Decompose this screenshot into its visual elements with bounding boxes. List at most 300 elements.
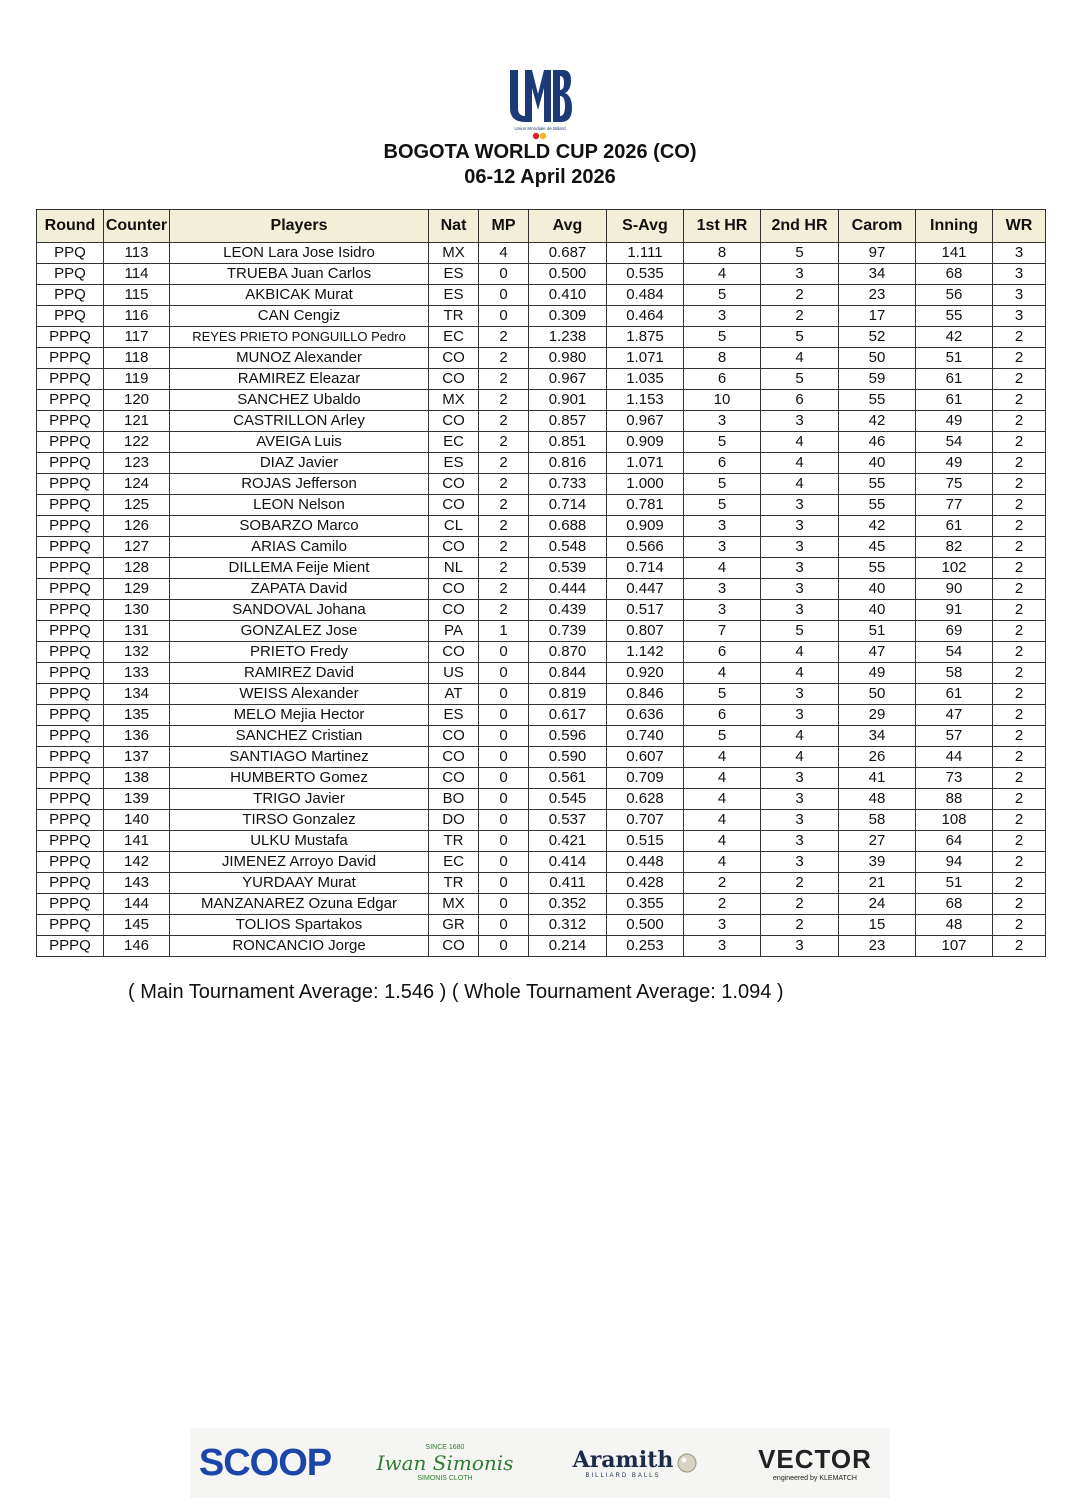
table-cell: 0.819 — [529, 684, 607, 705]
table-cell: 6 — [684, 369, 761, 390]
table-cell: 4 — [684, 768, 761, 789]
table-cell: 0.688 — [529, 516, 607, 537]
simonis-logo — [375, 1428, 515, 1498]
table-cell: 120 — [104, 390, 170, 411]
table-cell: 3 — [993, 285, 1046, 306]
table-cell: GR — [429, 915, 479, 936]
aramith-brand: Aramith — [572, 1447, 674, 1473]
table-cell: CAN Cengiz — [170, 306, 429, 327]
column-header: Avg — [529, 210, 607, 243]
column-header: Nat — [429, 210, 479, 243]
table-cell: RONCANCIO Jorge — [170, 936, 429, 957]
table-cell: AKBICAK Murat — [170, 285, 429, 306]
table-cell: 2 — [993, 810, 1046, 831]
table-cell: 3 — [761, 789, 839, 810]
table-cell: 0 — [479, 705, 529, 726]
table-cell: HUMBERTO Gomez — [170, 768, 429, 789]
table-cell: 4 — [761, 747, 839, 768]
table-cell: 125 — [104, 495, 170, 516]
table-cell: 41 — [839, 768, 916, 789]
table-cell: 0.607 — [607, 747, 684, 768]
table-cell: 2 — [993, 768, 1046, 789]
table-cell: 0 — [479, 285, 529, 306]
table-cell: DILLEMA Feije Mient — [170, 558, 429, 579]
table-cell: 2 — [684, 873, 761, 894]
table-cell: 0.439 — [529, 600, 607, 621]
table-cell: 3 — [761, 684, 839, 705]
table-cell: 123 — [104, 453, 170, 474]
vector-logo — [755, 1428, 875, 1498]
table-cell: PPQ — [37, 243, 104, 264]
table-cell: PPPQ — [37, 726, 104, 747]
table-cell: DO — [429, 810, 479, 831]
simonis-since: SINCE 1680 — [425, 1444, 465, 1451]
table-cell: SANTIAGO Martinez — [170, 747, 429, 768]
table-cell: 0.733 — [529, 474, 607, 495]
table-cell: 2 — [479, 327, 529, 348]
table-cell: 114 — [104, 264, 170, 285]
table-cell: 2 — [993, 936, 1046, 957]
table-cell: 2 — [993, 432, 1046, 453]
table-cell: 3 — [761, 558, 839, 579]
table-cell: 0.901 — [529, 390, 607, 411]
table-cell: 0.920 — [607, 663, 684, 684]
table-cell: 2 — [993, 831, 1046, 852]
table-cell: 2 — [993, 894, 1046, 915]
table-cell: 0.253 — [607, 936, 684, 957]
table-cell: PPPQ — [37, 432, 104, 453]
table-cell: 0.636 — [607, 705, 684, 726]
table-cell: 4 — [761, 642, 839, 663]
table-cell: 2 — [761, 915, 839, 936]
table-cell: 0 — [479, 768, 529, 789]
table-cell: 3 — [761, 600, 839, 621]
table-cell: 1.111 — [607, 243, 684, 264]
table-cell: 4 — [761, 474, 839, 495]
table-cell: YURDAAY Murat — [170, 873, 429, 894]
table-cell: 91 — [916, 600, 993, 621]
table-cell: 2 — [993, 684, 1046, 705]
table-row — [37, 936, 1046, 957]
table-cell: 121 — [104, 411, 170, 432]
table-cell: 2 — [993, 348, 1046, 369]
table-cell: CO — [429, 747, 479, 768]
table-cell: 0.816 — [529, 453, 607, 474]
table-cell: 57 — [916, 726, 993, 747]
table-row — [37, 432, 1046, 453]
table-cell: 48 — [839, 789, 916, 810]
table-cell: 113 — [104, 243, 170, 264]
table-cell: 2 — [761, 306, 839, 327]
table-cell: 2 — [993, 558, 1046, 579]
table-row — [37, 264, 1046, 285]
table-row — [37, 705, 1046, 726]
table-cell: 141 — [916, 243, 993, 264]
table-cell: 0 — [479, 747, 529, 768]
table-cell: 128 — [104, 558, 170, 579]
table-cell: 107 — [916, 936, 993, 957]
table-cell: 0.967 — [529, 369, 607, 390]
table-cell: 0.355 — [607, 894, 684, 915]
table-cell: 2 — [479, 474, 529, 495]
table-cell: 15 — [839, 915, 916, 936]
table-row — [37, 726, 1046, 747]
table-cell: PPPQ — [37, 663, 104, 684]
table-cell: PPPQ — [37, 810, 104, 831]
table-cell: 1.875 — [607, 327, 684, 348]
table-cell: 5 — [761, 327, 839, 348]
table-cell: 0 — [479, 936, 529, 957]
table-cell: 5 — [684, 474, 761, 495]
table-cell: REYES PRIETO PONGUILLO Pedro — [170, 327, 429, 348]
table-cell: 8 — [684, 348, 761, 369]
simonis-signature: Iwan Simonis — [376, 1451, 514, 1475]
table-cell: 4 — [684, 747, 761, 768]
table-cell: 3 — [684, 306, 761, 327]
table-cell: PPPQ — [37, 411, 104, 432]
table-cell: ES — [429, 705, 479, 726]
table-cell: CO — [429, 474, 479, 495]
table-cell: 0 — [479, 789, 529, 810]
sponsor-bar — [190, 1428, 890, 1498]
table-cell: 0.851 — [529, 432, 607, 453]
table-cell: 135 — [104, 705, 170, 726]
table-cell: MX — [429, 390, 479, 411]
table-cell: 108 — [916, 810, 993, 831]
table-header-row — [37, 210, 1046, 243]
table-body — [37, 243, 1046, 957]
table-cell: 0.967 — [607, 411, 684, 432]
table-cell: 2 — [993, 495, 1046, 516]
table-cell: 4 — [761, 726, 839, 747]
table-cell: PPPQ — [37, 852, 104, 873]
table-cell: 5 — [684, 495, 761, 516]
table-cell: PPPQ — [37, 579, 104, 600]
table-cell: 5 — [684, 726, 761, 747]
table-cell: 4 — [684, 663, 761, 684]
table-cell: 4 — [684, 831, 761, 852]
table-cell: 58 — [916, 663, 993, 684]
table-cell: 55 — [839, 558, 916, 579]
table-cell: 133 — [104, 663, 170, 684]
table-cell: 2 — [479, 411, 529, 432]
table-cell: CO — [429, 369, 479, 390]
table-row — [37, 516, 1046, 537]
table-cell: 3 — [993, 306, 1046, 327]
table-row — [37, 285, 1046, 306]
table-cell: NL — [429, 558, 479, 579]
column-header: Counter — [104, 210, 170, 243]
table-cell: 3 — [684, 537, 761, 558]
table-cell: CASTRILLON Arley — [170, 411, 429, 432]
table-cell: 75 — [916, 474, 993, 495]
table-cell: 115 — [104, 285, 170, 306]
table-cell: 77 — [916, 495, 993, 516]
table-cell: 50 — [839, 348, 916, 369]
table-cell: PPPQ — [37, 789, 104, 810]
table-cell: 40 — [839, 453, 916, 474]
table-cell: JIMENEZ Arroyo David — [170, 852, 429, 873]
table-cell: 2 — [993, 642, 1046, 663]
table-cell: 17 — [839, 306, 916, 327]
table-cell: 3 — [761, 411, 839, 432]
table-cell: 142 — [104, 852, 170, 873]
table-cell: MANZANAREZ Ozuna Edgar — [170, 894, 429, 915]
table-cell: 2 — [479, 579, 529, 600]
table-cell: 58 — [839, 810, 916, 831]
table-cell: 61 — [916, 516, 993, 537]
table-cell: 49 — [916, 411, 993, 432]
table-cell: 40 — [839, 579, 916, 600]
table-cell: 0.545 — [529, 789, 607, 810]
table-cell: 47 — [839, 642, 916, 663]
table-cell: CO — [429, 642, 479, 663]
table-row — [37, 243, 1046, 264]
table-cell: 0.617 — [529, 705, 607, 726]
table-cell: 0.309 — [529, 306, 607, 327]
table-cell: 1.153 — [607, 390, 684, 411]
table-cell: ES — [429, 453, 479, 474]
table-cell: MUNOZ Alexander — [170, 348, 429, 369]
table-cell: 3 — [761, 768, 839, 789]
table-cell: 4 — [761, 348, 839, 369]
table-cell: 54 — [916, 642, 993, 663]
table-cell: 2 — [993, 852, 1046, 873]
table-cell: 26 — [839, 747, 916, 768]
table-cell: 3 — [993, 264, 1046, 285]
table-cell: WEISS Alexander — [170, 684, 429, 705]
table-cell: 0.909 — [607, 516, 684, 537]
table-cell: EC — [429, 327, 479, 348]
table-cell: 61 — [916, 684, 993, 705]
column-header: WR — [993, 210, 1046, 243]
table-cell: 0 — [479, 852, 529, 873]
table-row — [37, 348, 1046, 369]
table-cell: PPPQ — [37, 537, 104, 558]
table-cell: 10 — [684, 390, 761, 411]
table-cell: 0.500 — [529, 264, 607, 285]
table-cell: 2 — [479, 390, 529, 411]
table-cell: 29 — [839, 705, 916, 726]
table-cell: ES — [429, 264, 479, 285]
table-cell: 4 — [684, 558, 761, 579]
table-cell: 3 — [684, 411, 761, 432]
table-cell: 2 — [479, 432, 529, 453]
table-cell: 144 — [104, 894, 170, 915]
table-cell: 47 — [916, 705, 993, 726]
table-cell: 2 — [684, 894, 761, 915]
table-cell: 3 — [684, 516, 761, 537]
table-cell: 4 — [684, 810, 761, 831]
table-cell: 5 — [684, 327, 761, 348]
table-cell: 1.035 — [607, 369, 684, 390]
table-cell: 3 — [761, 852, 839, 873]
table-cell: CO — [429, 537, 479, 558]
table-cell: 0 — [479, 642, 529, 663]
table-cell: EC — [429, 432, 479, 453]
table-cell: 132 — [104, 642, 170, 663]
table-cell: 2 — [993, 747, 1046, 768]
table-cell: SOBARZO Marco — [170, 516, 429, 537]
table-row — [37, 390, 1046, 411]
table-cell: 0.421 — [529, 831, 607, 852]
table-cell: 0 — [479, 831, 529, 852]
table-cell: 0.535 — [607, 264, 684, 285]
table-cell: PPPQ — [37, 327, 104, 348]
table-cell: PPQ — [37, 264, 104, 285]
table-cell: 0 — [479, 264, 529, 285]
table-cell: PPPQ — [37, 873, 104, 894]
table-row — [37, 537, 1046, 558]
table-cell: 2 — [993, 327, 1046, 348]
table-cell: PPPQ — [37, 474, 104, 495]
table-cell: 2 — [993, 600, 1046, 621]
table-cell: 45 — [839, 537, 916, 558]
table-cell: 0.707 — [607, 810, 684, 831]
table-cell: 136 — [104, 726, 170, 747]
table-cell: GONZALEZ Jose — [170, 621, 429, 642]
table-cell: 68 — [916, 894, 993, 915]
table-cell: CO — [429, 348, 479, 369]
table-cell: 145 — [104, 915, 170, 936]
table-cell: 2 — [479, 369, 529, 390]
table-cell: 4 — [684, 264, 761, 285]
page-title — [0, 140, 1080, 190]
table-cell: 0.709 — [607, 768, 684, 789]
table-row — [37, 411, 1046, 432]
table-cell: 82 — [916, 537, 993, 558]
table-cell: RAMIREZ Eleazar — [170, 369, 429, 390]
table-cell: PPPQ — [37, 894, 104, 915]
table-cell: 2 — [993, 474, 1046, 495]
table-cell: ULKU Mustafa — [170, 831, 429, 852]
table-cell: 0.484 — [607, 285, 684, 306]
table-cell: 8 — [684, 243, 761, 264]
table-cell: TRUEBA Juan Carlos — [170, 264, 429, 285]
table-cell: PRIETO Fredy — [170, 642, 429, 663]
table-cell: BO — [429, 789, 479, 810]
column-header: Inning — [916, 210, 993, 243]
table-cell: 3 — [761, 495, 839, 516]
table-cell: DIAZ Javier — [170, 453, 429, 474]
table-cell: LEON Lara Jose Isidro — [170, 243, 429, 264]
table-cell: 0.909 — [607, 432, 684, 453]
table-cell: 3 — [684, 915, 761, 936]
table-cell: 0.596 — [529, 726, 607, 747]
table-cell: 3 — [684, 936, 761, 957]
table-cell: 137 — [104, 747, 170, 768]
table-cell: 0 — [479, 873, 529, 894]
table-cell: ZAPATA David — [170, 579, 429, 600]
table-row — [37, 663, 1046, 684]
table-cell: PPPQ — [37, 600, 104, 621]
table-cell: 3 — [761, 936, 839, 957]
table-row — [37, 852, 1046, 873]
table-row — [37, 453, 1046, 474]
table-cell: 2 — [479, 516, 529, 537]
table-cell: PPPQ — [37, 747, 104, 768]
table-cell: 0.414 — [529, 852, 607, 873]
table-row — [37, 747, 1046, 768]
table-cell: PPPQ — [37, 369, 104, 390]
table-cell: AVEIGA Luis — [170, 432, 429, 453]
table-cell: PPQ — [37, 285, 104, 306]
table-cell: CO — [429, 600, 479, 621]
table-cell: 119 — [104, 369, 170, 390]
table-cell: 2 — [479, 600, 529, 621]
table-cell: 3 — [684, 579, 761, 600]
table-cell: 2 — [993, 789, 1046, 810]
table-cell: 1.000 — [607, 474, 684, 495]
table-cell: PPPQ — [37, 705, 104, 726]
table-cell: MX — [429, 243, 479, 264]
table-cell: TR — [429, 873, 479, 894]
table-row — [37, 558, 1046, 579]
table-cell: 0.448 — [607, 852, 684, 873]
table-cell: 1 — [479, 621, 529, 642]
table-cell: 56 — [916, 285, 993, 306]
table-cell: 6 — [684, 453, 761, 474]
table-cell: 64 — [916, 831, 993, 852]
table-cell: 0.740 — [607, 726, 684, 747]
table-cell: 24 — [839, 894, 916, 915]
table-cell: 2 — [993, 726, 1046, 747]
table-cell: 3 — [761, 831, 839, 852]
table-row — [37, 915, 1046, 936]
table-cell: 3 — [761, 264, 839, 285]
table-cell: 3 — [684, 600, 761, 621]
aramith-sub: BILLIARD BALLS — [585, 1473, 661, 1479]
table-cell: 0.428 — [607, 873, 684, 894]
table-cell: 2 — [479, 348, 529, 369]
table-row — [37, 600, 1046, 621]
table-cell: 5 — [684, 285, 761, 306]
table-cell: 3 — [993, 243, 1046, 264]
table-cell: US — [429, 663, 479, 684]
table-cell: 0.444 — [529, 579, 607, 600]
table-cell: 0.352 — [529, 894, 607, 915]
table-cell: 44 — [916, 747, 993, 768]
table-cell: 0.739 — [529, 621, 607, 642]
table-cell: 1.142 — [607, 642, 684, 663]
table-cell: 6 — [684, 705, 761, 726]
table-cell: 0.714 — [529, 495, 607, 516]
table-cell: 0.628 — [607, 789, 684, 810]
table-cell: 55 — [839, 495, 916, 516]
table-cell: 143 — [104, 873, 170, 894]
table-cell: 23 — [839, 285, 916, 306]
column-header: 1st HR — [684, 210, 761, 243]
table-row — [37, 873, 1046, 894]
table-cell: 0.857 — [529, 411, 607, 432]
table-cell: 0.410 — [529, 285, 607, 306]
table-cell: 1.071 — [607, 453, 684, 474]
table-cell: TRIGO Javier — [170, 789, 429, 810]
table-cell: 27 — [839, 831, 916, 852]
table-cell: 0.312 — [529, 915, 607, 936]
table-cell: 2 — [993, 621, 1046, 642]
table-cell: 116 — [104, 306, 170, 327]
table-cell: PA — [429, 621, 479, 642]
table-cell: PPPQ — [37, 915, 104, 936]
table-cell: 0 — [479, 810, 529, 831]
table-cell: 2 — [479, 453, 529, 474]
table-cell: 2 — [993, 411, 1046, 432]
table-cell: PPPQ — [37, 516, 104, 537]
table-cell: 0.566 — [607, 537, 684, 558]
table-cell: 7 — [684, 621, 761, 642]
table-row — [37, 810, 1046, 831]
